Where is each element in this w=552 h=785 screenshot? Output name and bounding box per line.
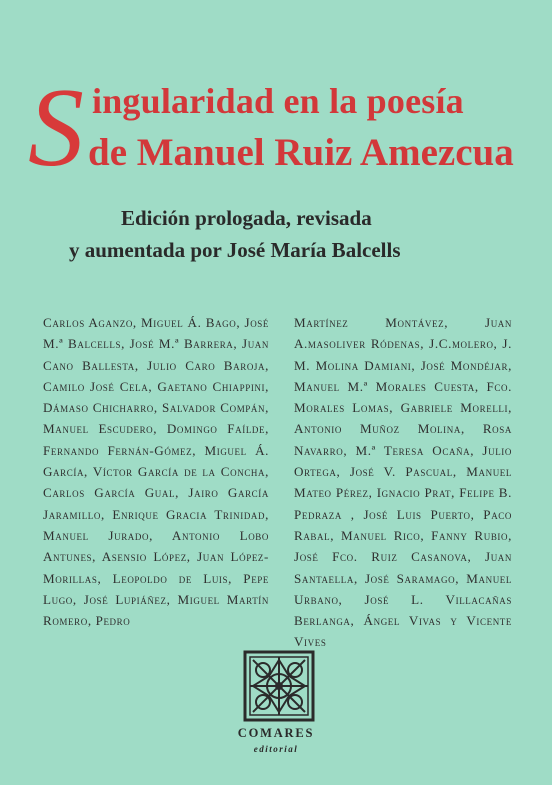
title-line-1: ingularidad en la poesía: [92, 81, 464, 121]
contributors-left-column: Carlos Aganzo, Miguel Á. Bago, José M.ª Balcells, José M.ª Barrera, Juan Cano Ballesta, Julio Caro Baroja, Camilo José Cela, Gaetano Chiappini, Dámaso Chicharro, Salvador Compán, Manuel Escudero, Domingo Faílde, Fernando Fernán-Gómez, Miguel Á. García, Víctor García de la Concha, Carlos García Gual, Jairo García Jaramillo, Enrique Gracia Trinidad, Manuel Jurado, Antonio Lobo Antunes, Asensio López, Juan López-Morillas, Leopoldo de Luis, Pepe Lugo, José Lupiáñez, Miguel Martín Romero, Pedro: [43, 315, 269, 629]
lattice-ornament-icon: [243, 650, 315, 722]
publisher-name: COMARES: [237, 726, 315, 740]
subtitle-line-1: Edición prologada, revisada: [121, 206, 372, 230]
publisher-tagline: editorial: [253, 744, 299, 754]
subtitle-line-2: y aumentada por José María Balcells: [69, 238, 401, 262]
contributors-right-column: Martínez Montávez, Juan A.masoliver Ródenas, J.C.molero, J. M. Molina Damiani, José Mondéjar, Manuel M.ª Morales Cuesta, Fco. Morales Lomas, Gabriele Morelli, Antonio Muñoz Molina, Rosa Navarro, M.ª Teresa Ocaña, Julio Ortega, José V. Pascual, Manuel Mateo Pérez, Ignacio Prat, Felipe B. Pedraza , José Luis Puerto, Paco Rabal, Manuel Rico, Fanny Rubio, José Fco. Ruiz Casanova, Juan Santaella, José Saramago, Manuel Urbano, José L. Villacañas Berlanga, Ángel Vivas y Vicente Vives: [294, 315, 512, 650]
title-line-2: de Manuel Ruiz Amezcua: [88, 131, 514, 174]
title-initial: S: [28, 66, 84, 190]
